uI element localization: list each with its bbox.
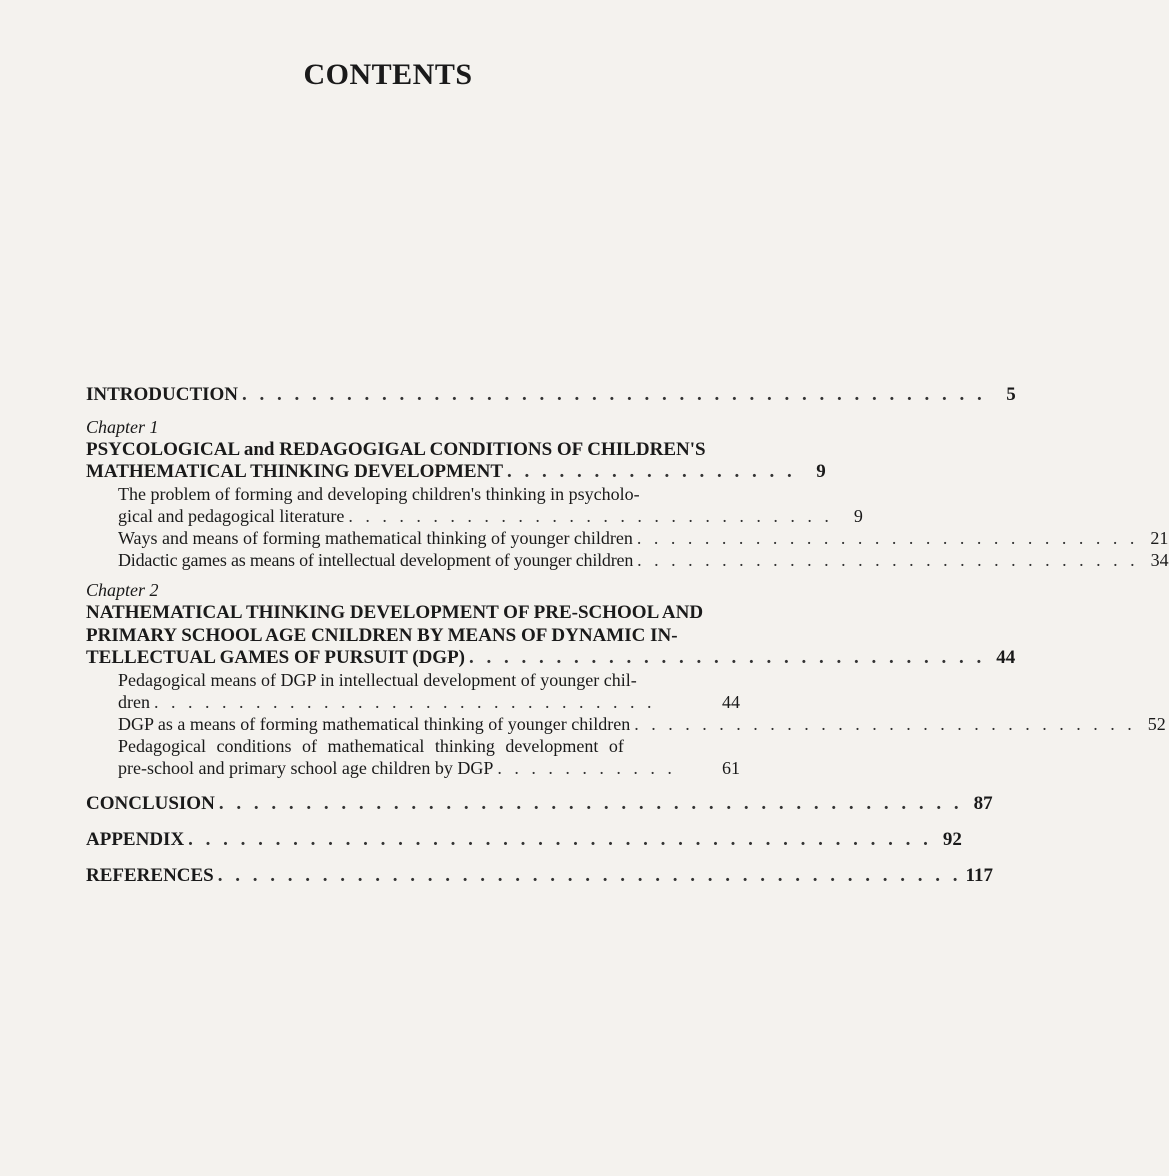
section-title-line: Didactic games as means of intellectual development of younger children <box>118 550 634 570</box>
leader-dots: . . . . . . . . . . . . . . . . . . . . . . . . . . . . . . <box>637 550 1139 570</box>
toc-page-number: 87 <box>973 793 993 814</box>
toc-page-number: 92 <box>942 829 962 850</box>
chapter-title-line: PRIMARY SCHOOL AGE CNILDREN BY MEANS OF DYNAMIC IN- <box>86 625 678 646</box>
chapter-title[interactable] <box>86 601 1016 669</box>
chapter-title[interactable] <box>86 438 826 483</box>
section-title-line: Pedagogical means of DGP in intellectual development of younger chil- <box>118 670 637 690</box>
section-title-line: Pedagogical conditions of mathematical thinking development of <box>118 736 624 756</box>
toc-section[interactable] <box>118 669 740 713</box>
chapter-title-line: NATHEMATICAL THINKING DEVELOPMENT OF PRE-SCHOOL AND <box>86 602 704 623</box>
leader-dots: . . . . . . . . . . . <box>497 758 676 778</box>
toc-section[interactable] <box>118 735 740 779</box>
leader-dots: . . . . . . . . . . . . . . . . . . . . . . . . . . . . . . . . . . . . . . . . . . . <box>217 865 962 886</box>
section-title-line: dren <box>118 692 150 712</box>
toc-section[interactable] <box>118 483 863 527</box>
chapter-title-line: MATHEMATICAL THINKING DEVELOPMENT <box>86 461 503 482</box>
chapter-title-line: TELLECTUAL GAMES OF PURSUIT (DGP) <box>86 647 465 668</box>
toc-page-number: 34 <box>1150 550 1169 570</box>
toc-label: REFERENCES <box>86 865 214 886</box>
chapter-title-line: PSYCOLOGICAL and REDAGOGIGAL CONDITIONS OF CHILDREN'S <box>86 439 706 460</box>
toc-page-number: 61 <box>722 758 740 778</box>
toc-page-number: 5 <box>1006 384 1016 405</box>
leader-dots: . . . . . . . . . . . . . . . . . . . . . . . . . . . . . . . . . . . . . . . . . . . <box>218 793 963 814</box>
section-title-line: pre-school and primary school age children by DGP <box>118 758 494 778</box>
toc-section[interactable] <box>118 713 1166 735</box>
toc-page-number: 117 <box>965 865 993 886</box>
toc-page-number: 44 <box>996 647 1016 668</box>
toc-section[interactable] <box>118 527 1169 549</box>
bleed-through-text <box>120 128 124 145</box>
chapter-heading: Chapter 1 <box>86 417 159 437</box>
leader-dots: . . . . . . . . . . . . . . . . . . . . . . . . . . . . . . . . . . . . . . . . . . . <box>188 829 932 850</box>
section-title-line: gical and pedagogical literature <box>118 506 345 526</box>
toc-page-number: 9 <box>816 461 826 482</box>
leader-dots: . . . . . . . . . . . . . . . . . . . . . . . . . . . . . <box>348 506 833 526</box>
page-title: CONTENTS <box>303 58 473 91</box>
toc-page-number: 52 <box>1147 714 1166 734</box>
toc-entry-references[interactable] <box>86 865 993 887</box>
leader-dots: . . . . . . . . . . . . . . . . . . . . . . . . . . . . . . <box>469 647 986 668</box>
section-title-line: The problem of forming and developing children's thinking in psycholo- <box>118 484 640 504</box>
toc-label: CONCLUSION <box>86 793 215 814</box>
toc-entry-introduction[interactable] <box>86 384 1016 406</box>
section-title-line: Ways and means of forming mathematical thinking of younger children <box>118 528 633 548</box>
chapter-heading: Chapter 2 <box>86 580 159 600</box>
toc-section[interactable] <box>118 549 1169 571</box>
toc-page-number: 21 <box>1150 528 1169 548</box>
toc-entry-conclusion[interactable] <box>86 793 993 815</box>
section-title-line: DGP as a means of forming mathematical thinking of younger children <box>118 714 631 734</box>
toc-label: APPENDIX <box>86 829 185 850</box>
toc-entry-appendix[interactable] <box>86 829 962 851</box>
leader-dots: . . . . . . . . . . . . . . . . . . . . . . . . . . . . . . <box>634 714 1136 734</box>
leader-dots: . . . . . . . . . . . . . . . . . . . . . . . . . . . . . . <box>153 692 656 712</box>
toc-page-number: 9 <box>853 506 863 526</box>
leader-dots: . . . . . . . . . . . . . . . . . . . . . . . . . . . . . . <box>636 528 1139 548</box>
leader-dots: . . . . . . . . . . . . . . . . . <box>507 461 796 482</box>
table-of-contents <box>86 384 1169 887</box>
leader-dots: . . . . . . . . . . . . . . . . . . . . . . . . . . . . . . . . . . . . . . . . . . . <box>242 384 986 405</box>
toc-label: INTRODUCTION <box>86 384 239 405</box>
toc-page-number: 44 <box>722 692 740 712</box>
